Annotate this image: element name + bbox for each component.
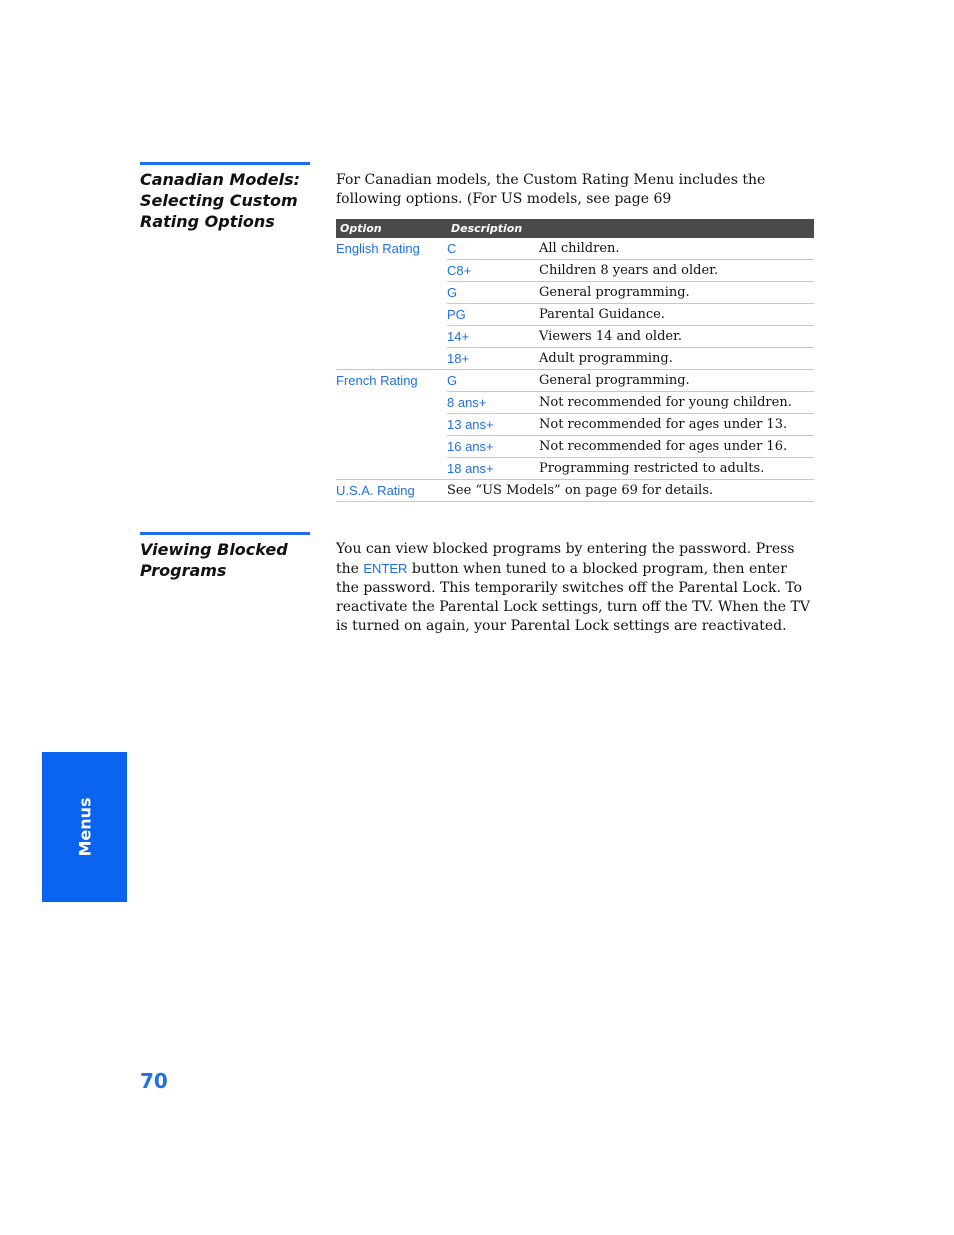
rating-description: Not recommended for ages under 13. (539, 414, 814, 436)
intro-paragraph (336, 171, 814, 209)
option-usa-rating: U.S.A. Rating (336, 480, 447, 502)
rating-description: Children 8 years and older. (539, 260, 814, 282)
rating-description: See “US Models” on page 69 for details. (447, 480, 814, 502)
rating-code: C (447, 238, 539, 260)
table-row (336, 370, 814, 392)
viewing-paragraph (336, 540, 814, 636)
header-option: Option (336, 219, 447, 238)
rating-description: Parental Guidance. (539, 304, 814, 326)
table-row (336, 414, 814, 436)
intro-text: For Canadian models, the Custom Rating Menu includes the following options. (For US models, see page 69 (336, 172, 766, 207)
rating-code: 13 ans+ (447, 414, 539, 436)
rating-description: All children. (539, 238, 814, 260)
rating-description: Programming restricted to adults. (539, 458, 814, 480)
rating-code: C8+ (447, 260, 539, 282)
table-row (336, 304, 814, 326)
rating-description: Adult programming. (539, 348, 814, 370)
table-row (336, 480, 814, 502)
table-header-row (336, 219, 814, 238)
table-row (336, 392, 814, 414)
rating-code: PG (447, 304, 539, 326)
header-description: Description (447, 219, 814, 238)
rating-code: G (447, 282, 539, 304)
section-title-canadian: Canadian Models: Selecting Custom Rating Options (140, 170, 301, 231)
option-english-rating: English Rating (336, 241, 420, 257)
side-tab-label: Menus (75, 797, 94, 857)
rating-code: 18+ (447, 348, 539, 370)
table-row (336, 238, 814, 260)
page-number: 70 (140, 1069, 168, 1093)
section-title-viewing: Viewing Blocked Programs (140, 540, 288, 580)
rating-description: Viewers 14 and older. (539, 326, 814, 348)
viewing-text: You can view blocked programs by entering the password. Press the (336, 541, 795, 577)
option-french-rating: French Rating (336, 373, 418, 389)
rating-code: 8 ans+ (447, 392, 539, 414)
rating-description: General programming. (539, 282, 814, 304)
table-row (336, 436, 814, 458)
rating-table (336, 219, 814, 502)
table-row (336, 260, 814, 282)
enter-keyword: ENTER (363, 561, 408, 576)
rating-description: Not recommended for ages under 16. (539, 436, 814, 458)
side-tab-menus (42, 752, 127, 902)
table-row (336, 458, 814, 480)
rating-description: Not recommended for young children. (539, 392, 814, 414)
rating-code: 16 ans+ (447, 436, 539, 458)
rating-code: 18 ans+ (447, 458, 539, 480)
rating-code: G (447, 370, 539, 392)
table-row (336, 348, 814, 370)
rating-code: 14+ (447, 326, 539, 348)
table-row (336, 282, 814, 304)
section-rule (140, 162, 310, 165)
section-rule (140, 532, 310, 535)
viewing-text-cont: button when tuned to a blocked program, then enter the password. This temporarily switches off the Parental Lock. To reactivate the Parental Lock settings, turn off the TV. When the TV is turned on again, your Parental Lock settings are reactivated. (336, 561, 810, 634)
rating-description: General programming. (539, 370, 814, 392)
table-row (336, 326, 814, 348)
